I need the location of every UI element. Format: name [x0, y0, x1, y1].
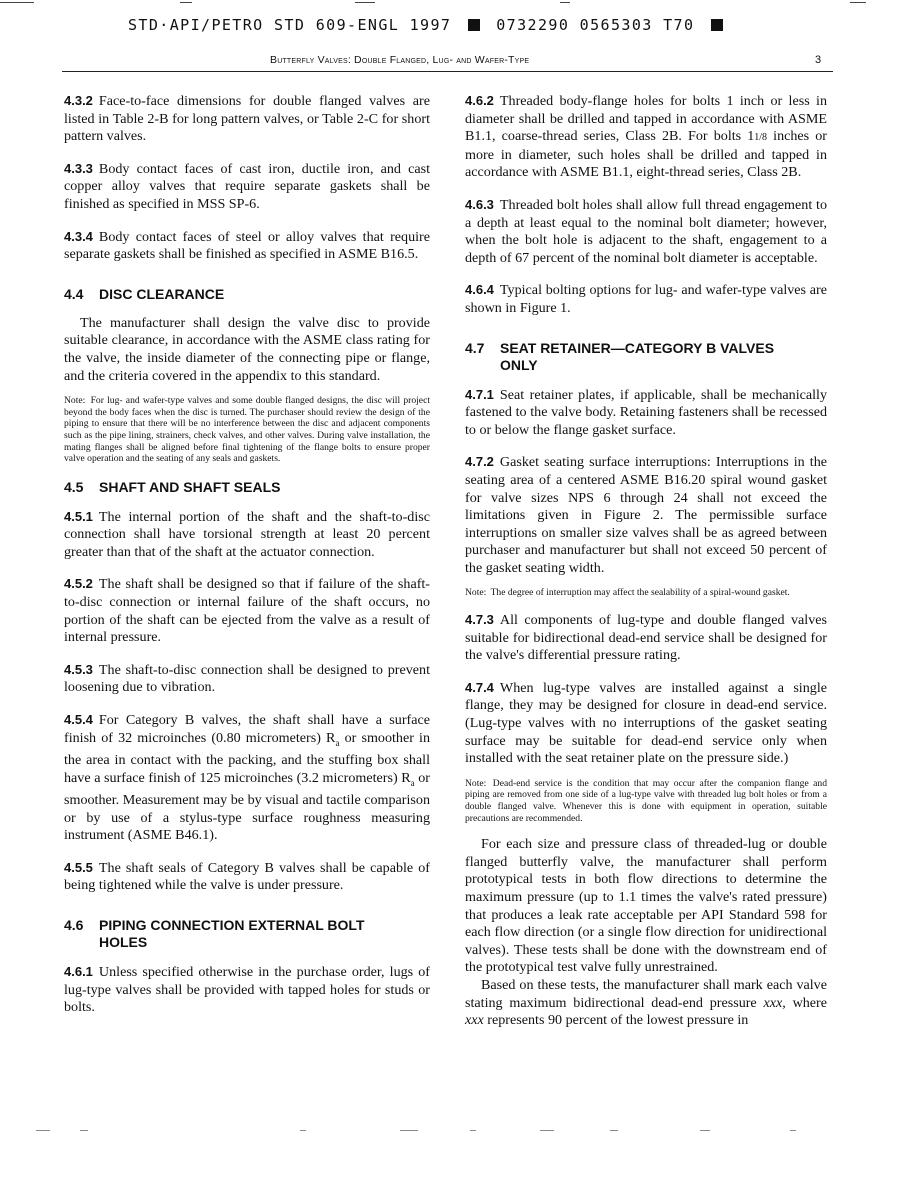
- page-number: 3: [815, 54, 822, 66]
- paragraph-prototype-tests: For each size and pressure class of threaded-lug or double flanged butterfly valve, the manufacturer shall perform prototypical tests in both flow directions to determine the maximum pressure (up to 1.1 times the valve's rated pressure) that produces a leak rate acceptable per API Standard 598 for each flow direction (or a single flow direction for unidirectional valves). These tests shall be done with the downstream end of the prototypical test valve fully unrestrained.: [465, 836, 827, 976]
- paragraph-4-3-4: 4.3.4 Body contact faces of steel or alloy valves that require separate gaskets shall be finished as specified in ASME B16.5.: [64, 228, 430, 263]
- note-4-7-2: Note: The degree of interruption may affect the sealability of a spiral-wound gasket.: [465, 587, 790, 599]
- paragraph-4-7-2: 4.7.2 Gasket seating surface interruptions: Interruptions in the seating area of a centered ASME B16.20 spiral wound gasket for valve sizes NPS 6 through 24 shall not exceed the limitations given in Figure 2. The permissible surface interruptions on smaller size valves shall be as agreed between purchaser and manufacturer but shall not exceed 50 percent of the gasket seating width.: [465, 454, 827, 576]
- stamp-serial: 0732290 0565303 T70: [496, 16, 695, 34]
- paragraph-4-3-2: 4.3.2 Face-to-face dimensions for double flanged valves are listed in Table 2-B for long pattern valves, or Table 2-C for short pattern valves.: [64, 93, 430, 145]
- paragraph-4-5-5: 4.5.5 The shaft seals of Category B valves shall be capable of being tightened while the valve is under pressure.: [64, 859, 430, 894]
- right-column: [465, 92, 827, 1030]
- paragraph-4-7-4: 4.7.4 When lug-type valves are installed against a single flange, they may be designed for closure in dead-end service. (Lug-type valves with no interruptions of the gasket seating surface may be suitable for dead-end service only when installed with the seat retainer plate on the pressure side.): [465, 679, 827, 767]
- section-heading-4-4: 4.4 DISC CLEARANCE: [64, 285, 225, 302]
- paragraph-4-5-2: 4.5.2 The shaft shall be designed so that if failure of the shaft-to-disc connection or internal failure of the shaft occurs, no portion of the shaft can be ejected from the valve as a result of internal pressure.: [64, 576, 430, 646]
- paragraph-4-5-4: 4.5.4 For Category B valves, the shaft shall have a surface finish of 32 microinches (0.80 micrometers) $R_a$ or smoother in the area in contact with the packing, and the stuffing box shall have a surface finish of 125 microinches (3.2 micrometers) $R_a$ or smoother. Measurement may be by visual and tactile comparison or by use of a stylus-type surface roughness measuring instrument (ASME B46.1).: [64, 712, 430, 844]
- note-4-4: Note: For lug- and wafer-type valves and some double flanged designs, the disc will project beyond the body faces when the disc is turned. The purchaser should review the design of the piping to ensure that there will be no interference between the disc and adjacent components such as the pipe lining, strainers, check valves, and other valves. During valve installation, the mating flanges shall be aligned before final tightening of the flange bolts to ensure proper valve operation and the seating of any seals and gaskets.: [64, 395, 430, 465]
- section-heading-4-7: 4.7 SEAT RETAINER—CATEGORY B VALVES ONLY: [465, 339, 775, 373]
- paragraph-4-4: The manufacturer shall design the valve disc to provide suitable clearance, in accordance with the ASME class rating for the valve, the inside diameter of the connecting pipe or flange, and the criteria covered in the appendix to this standard.: [64, 314, 430, 384]
- paragraph-marking: Based on these tests, the manufacturer shall mark each valve stating maximum bidirectional dead-end pressure xxx, where xxx represents 90 percent of the lowest pressure in: [465, 976, 827, 1029]
- section-heading-4-6: 4.6 PIPING CONNECTION EXTERNAL BOLT HOLES: [64, 917, 365, 950]
- left-column: [64, 92, 430, 1017]
- paragraph-4-7-1: 4.7.1 Seat retainer plates, if applicable, shall be mechanically fastened to the valve body. Retaining fasteners shall be recessed to or below the flange gasket surface.: [465, 386, 827, 438]
- paragraph-4-6-1: 4.6.1 Unless specified otherwise in the purchase order, lugs of lug-type valves shall be provided with tapped holes for studs or bolts.: [64, 964, 430, 1016]
- stamp-block-icon: [711, 19, 723, 31]
- scan-bottom-marks: [0, 1130, 899, 1134]
- running-header-title: Butterfly Valves: Double Flanged, Lug- and Wafer-Type: [270, 54, 530, 66]
- paragraph-4-6-4: 4.6.4 Typical bolting options for lug- and wafer-type valves are shown in Figure 1.: [465, 282, 827, 316]
- paragraph-4-5-1: 4.5.1 The internal portion of the shaft and the shaft-to-disc connection shall have torsional strength at least 20 percent greater than that of the shaft at the actuator connection.: [64, 508, 430, 560]
- paragraph-4-6-2: 4.6.2 Threaded body-flange holes for bolts 1 inch or less in diameter shall be drilled and tapped in accordance with ASME B1.1, coarse-thread series, Class 2B. For bolts 11/8 inches or more in diameter, such holes shall be drilled and tapped in accordance with ASME B1.1, eight-thread series, Class 2B.: [465, 93, 828, 181]
- section-heading-4-5: 4.5 SHAFT AND SHAFT SEALS: [64, 478, 281, 495]
- paragraph-4-7-3: 4.7.3 All components of lug-type and double flanged valves suitable for bidirectional dead-end service shall be designed for the valve's differential pressure rating.: [465, 612, 827, 664]
- paragraph-4-5-3: 4.5.3 The shaft-to-disc connection shall be designed to prevent loosening due to vibration.: [64, 661, 430, 696]
- header-rule: [62, 71, 833, 72]
- stamp-block-icon: [468, 19, 480, 31]
- document-control-stamp: [128, 16, 848, 34]
- stamp-code: STD·API/PETRO STD 609-ENGL 1997: [128, 16, 452, 34]
- paragraph-4-6-3: 4.6.3 Threaded bolt holes shall allow full thread engagement to a depth at least equal to the nominal bolt diameter; however, when the bolt hole is adjacent to the shaft, engagement to a depth of 67 percent of the nominal bolt diameter is acceptable.: [465, 196, 827, 266]
- paragraph-4-3-3: 4.3.3 Body contact faces of cast iron, ductile iron, and cast copper alloy valves that require separate gaskets shall be finished as specified in MSS SP-6.: [64, 160, 430, 212]
- note-4-7-4: Note: Dead-end service is the condition that may occur after the companion flange and piping are removed from one side of a lug-type valve with threaded lug bolt holes or from a double flanged valve. Whenever this is done with equipment in operation, suitable precautions are recommended.: [465, 777, 828, 824]
